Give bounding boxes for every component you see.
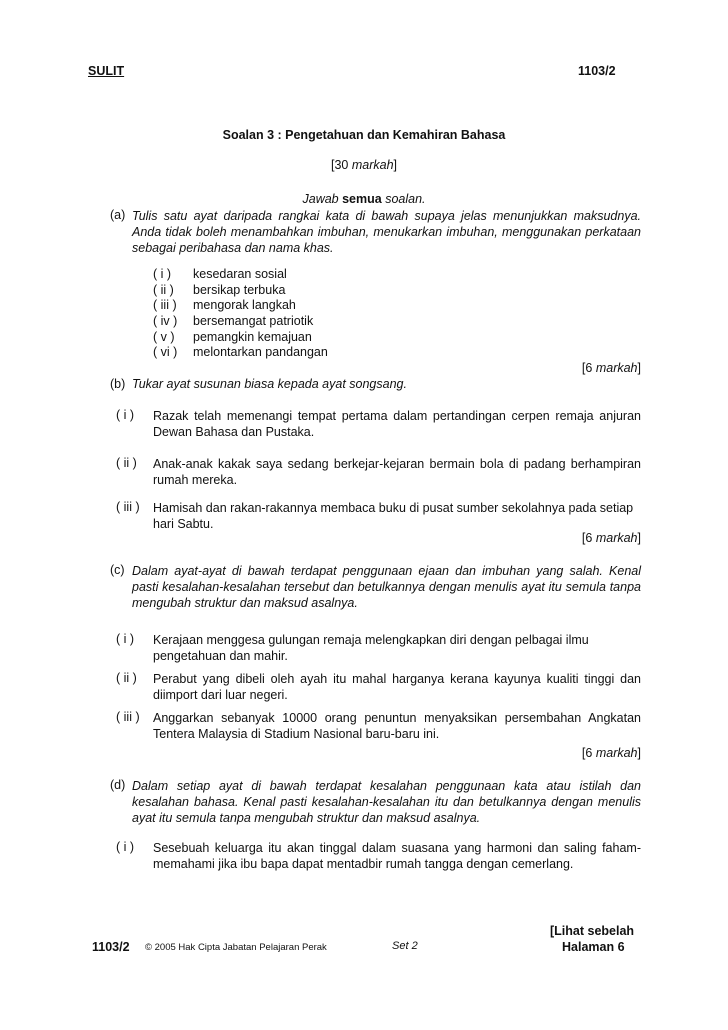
section-c-label: (c) bbox=[110, 563, 125, 577]
footer-set: Set 2 bbox=[392, 940, 418, 952]
section-b-instruction: Tukar ayat susunan biasa kepada ayat songsang. bbox=[132, 377, 407, 391]
item-sentence: Anak-anak kakak saya sedang berkejar-kejaran bermain bola di padang berhampiran rumah mereka. bbox=[153, 457, 641, 487]
section-d-instruction: Dalam setiap ayat di bawah terdapat kesalahan penggunaan kata atau istilah dan kesalahan bahasa. Kenal pasti kesalahan-kesalahan itu dan betulkannya dengan menulis ayat itu semula tanpa mengubah struktur dan maksud asalnya. bbox=[132, 779, 641, 825]
list-item: ( iv ) bersemangat patriotik bbox=[153, 314, 314, 329]
item-number: ( ii ) bbox=[116, 671, 137, 685]
list-item: ( ii ) bersikap terbuka bbox=[153, 282, 286, 297]
section-b-marks: [6 markah] bbox=[581, 531, 641, 545]
footer-page-number: Halaman 6 bbox=[562, 940, 625, 954]
item-sentence: Razak telah memenangi tempat pertama dalam pertandingan cerpen remaja anjuran Dewan Bahasa dan Pustaka. bbox=[153, 409, 641, 439]
section-a-instruction: Tulis satu ayat daripada rangkai kata di bawah supaya jelas menunjukkan maksudnya. Anda tidak boleh menambahkan imbuhan, menukarkan imbuhan, menggunakan perkataan sebagai peribahasa dan nama khas. bbox=[132, 209, 641, 255]
item-number: ( i ) bbox=[116, 632, 135, 646]
section-d-label: (d) bbox=[110, 778, 126, 792]
section-c-instruction: Dalam ayat-ayat di bawah terdapat penggunaan ejaan dan imbuhan yang salah. Kenal pasti kesalahan-kesalahan tersebut dan betulkannya dengan menulis ayat itu semula tanpa mengubah struktur dan maksud asalnya. bbox=[132, 564, 641, 610]
total-marks: [30 markah] bbox=[330, 158, 398, 172]
section-a-marks: [6 markah] bbox=[581, 361, 641, 375]
item-number: ( i ) bbox=[116, 408, 135, 422]
header-paper-code: 1103/2 bbox=[578, 64, 616, 78]
item-number: ( i ) bbox=[116, 840, 135, 854]
list-item: ( i ) kesedaran sosial bbox=[153, 267, 287, 281]
list-item: ( vi ) melontarkan pandangan bbox=[153, 345, 328, 360]
item-sentence: Hamisah dan rakan-rakannya membaca buku di pusat sumber sekolahnya pada setiap hari Sabtu. bbox=[153, 501, 634, 531]
list-item: ( v ) pemangkin kemajuan bbox=[153, 329, 312, 344]
item-sentence: Anggarkan sebanyak 10000 orang penuntun menyaksikan persembahan Angkatan Tentera Malaysia di Stadium Nasional baru-baru ini. bbox=[153, 711, 641, 741]
item-sentence: Perabut yang dibeli oleh ayah itu mahal harganya kerana kayunya kualiti tinggi dan diimport dari luar negeri. bbox=[153, 672, 641, 702]
footer-copyright: © 2005 Hak Cipta Jabatan Pelajaran Perak bbox=[145, 942, 327, 953]
section-title: Soalan 3 : Pengetahuan dan Kemahiran Bahasa bbox=[222, 128, 506, 142]
item-number: ( iii ) bbox=[116, 710, 140, 724]
item-sentence: Kerajaan menggesa gulungan remaja melengkapkan diri dengan pelbagai ilmu pengetahuan dan mahir. bbox=[153, 633, 589, 663]
answer-instruction: Jawab semua soalan. bbox=[302, 192, 426, 206]
item-sentence: Sesebuah keluarga itu akan tinggal dalam suasana yang harmoni dan saling faham-memahami jika ibu bapa dapat mentadbir rumah tangga dengan cemerlang. bbox=[153, 841, 641, 871]
see-next-page: [Lihat sebelah bbox=[550, 924, 635, 938]
section-c-marks: [6 markah] bbox=[581, 746, 641, 760]
section-a-label: (a) bbox=[110, 208, 126, 222]
item-number: ( ii ) bbox=[116, 456, 137, 470]
header-classification: SULIT bbox=[88, 64, 125, 78]
section-b-label: (b) bbox=[110, 377, 126, 391]
footer-paper-code: 1103/2 bbox=[92, 940, 130, 954]
section-a-list bbox=[153, 267, 453, 361]
list-item: ( iii ) mengorak langkah bbox=[153, 298, 296, 313]
item-number: ( iii ) bbox=[116, 500, 140, 514]
